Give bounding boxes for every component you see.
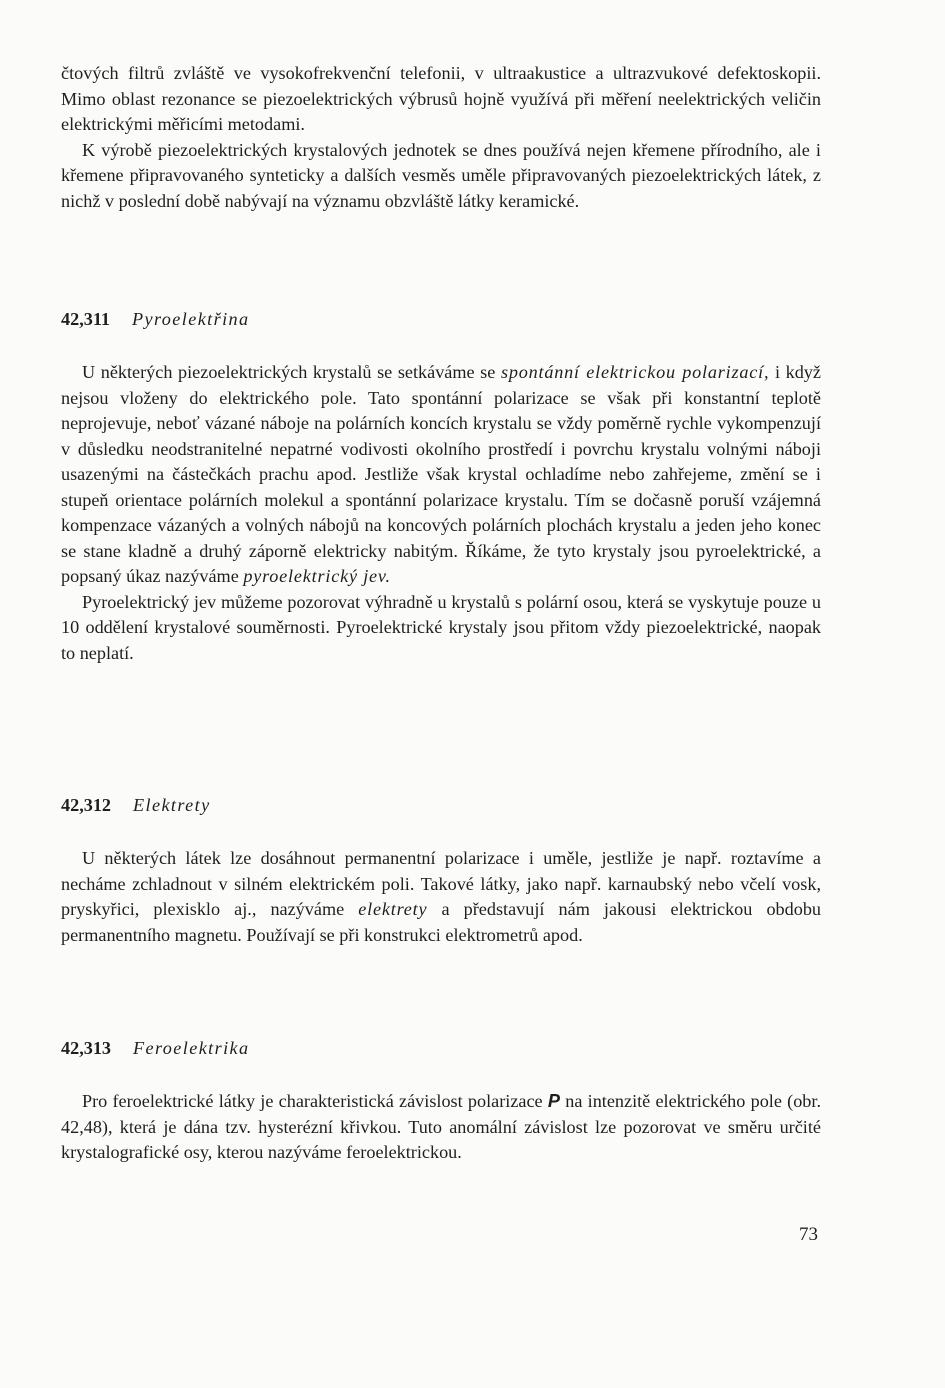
text-run: U některých piezoelektrických krystalů se setkáváme se: [82, 362, 501, 382]
paragraph: Pyroelektrický jev můžeme pozorovat výhradně u krystalů s polární osou, která se vyskytuje pouze u 10 oddělení krystalové souměrnosti. Pyroelektrické krystaly jsou přitom vždy piezoelektrické, naopak to neplatí.: [61, 591, 821, 663]
section-title: Pyroelektřina: [132, 309, 250, 329]
section-heading-42-313: [61, 1036, 250, 1060]
text-run: Pro feroelektrické látky je charakteristická závislost polarizace: [82, 1091, 548, 1111]
section-title: Feroelektrika: [133, 1038, 250, 1058]
intro-block: [61, 61, 821, 214]
text-run: na intenzitě elektrického pole (obr. 42,48), která je dána tzv. hysterézní křivkou. Tuto anomální závislost lze pozorovat ve směru určité krystalografické osy, kterou nazýváme feroelektrickou.: [61, 1091, 821, 1162]
polarization-symbol: P: [547, 1091, 560, 1111]
section-number: 42,313: [61, 1038, 112, 1058]
section-heading-42-311: [61, 307, 250, 331]
page-number: 73: [799, 1224, 818, 1245]
paragraph: čtových filtrů zvláště ve vysokofrekvenční telefonii, v ultraakustice a ultrazvukové defektoskopii. Mimo oblast rezonance se piezoelektrických výbrusů hojně využívá při měření neelektrických veličin elektrickými měřicími metodami.: [61, 63, 821, 134]
section-number: 42,311: [61, 309, 111, 329]
emphasis: pyroelektrický jev.: [243, 566, 391, 586]
section-body-42-311: [61, 360, 821, 666]
paragraph: [61, 846, 821, 948]
section-title: Elektrety: [133, 795, 211, 815]
section-body-42-313: [61, 1089, 821, 1166]
section-body-42-312: [61, 846, 821, 948]
paragraph: [61, 1089, 821, 1166]
emphasis: elektrety: [358, 899, 428, 919]
emphasis: spontánní elektrickou polarizací,: [500, 362, 770, 382]
text-run: U některých látek lze dosáhnout permanentní polarizace i uměle, jestliže je např. roztavíme a necháme zchladnout v silném elektrickém poli. Takové látky, jako např. karnaubský nebo včelí vosk, pryskyřici, plexisklo aj., nazýváme: [61, 848, 821, 919]
text-run: i když nejsou vloženy do elektrického pole. Tato spontánní polarizace se však při konstantní teplotě neprojevuje, neboť vázané náboje na polárních koncích krystalu se vždy poměrně rychle vykompenzují v důsledku neodstranitelné nepatrné vodivosti okolního prostředí i povrchu krystalu volnými náboji usazenými na částečkách prachu apod. Jestliže však krystal ochladíme nebo zahřejeme, změní se i stupeň orientace polárních molekul a spontánní polarizace krystalu. Tím se dočasně poruší vzájemná kompenzace vázaných a volných nábojů na koncových polárních plochách krystalu a jeden jeho konec se stane kladně a druhý záporně elektricky nabitým. Říkáme, že tyto krystaly jsou pyroelektrické, a popsaný úkaz nazýváme: [61, 362, 821, 586]
section-heading-42-312: [61, 793, 211, 817]
section-number: 42,312: [61, 795, 112, 815]
text-run: a představují nám jakousi elektrickou obdobu permanentního magnetu. Používají se při konstrukci elektrometrů apod.: [61, 899, 822, 945]
paragraph: [61, 360, 821, 590]
paragraph: K výrobě piezoelektrických krystalových jednotek se dnes používá nejen křemene přírodního, ale i křemene připravovaného synteticky a dalších vesměs uměle připravovaných piezoelektrických látek, z nichž v poslední době nabývají na významu obzvláště látky keramické.: [61, 139, 821, 211]
